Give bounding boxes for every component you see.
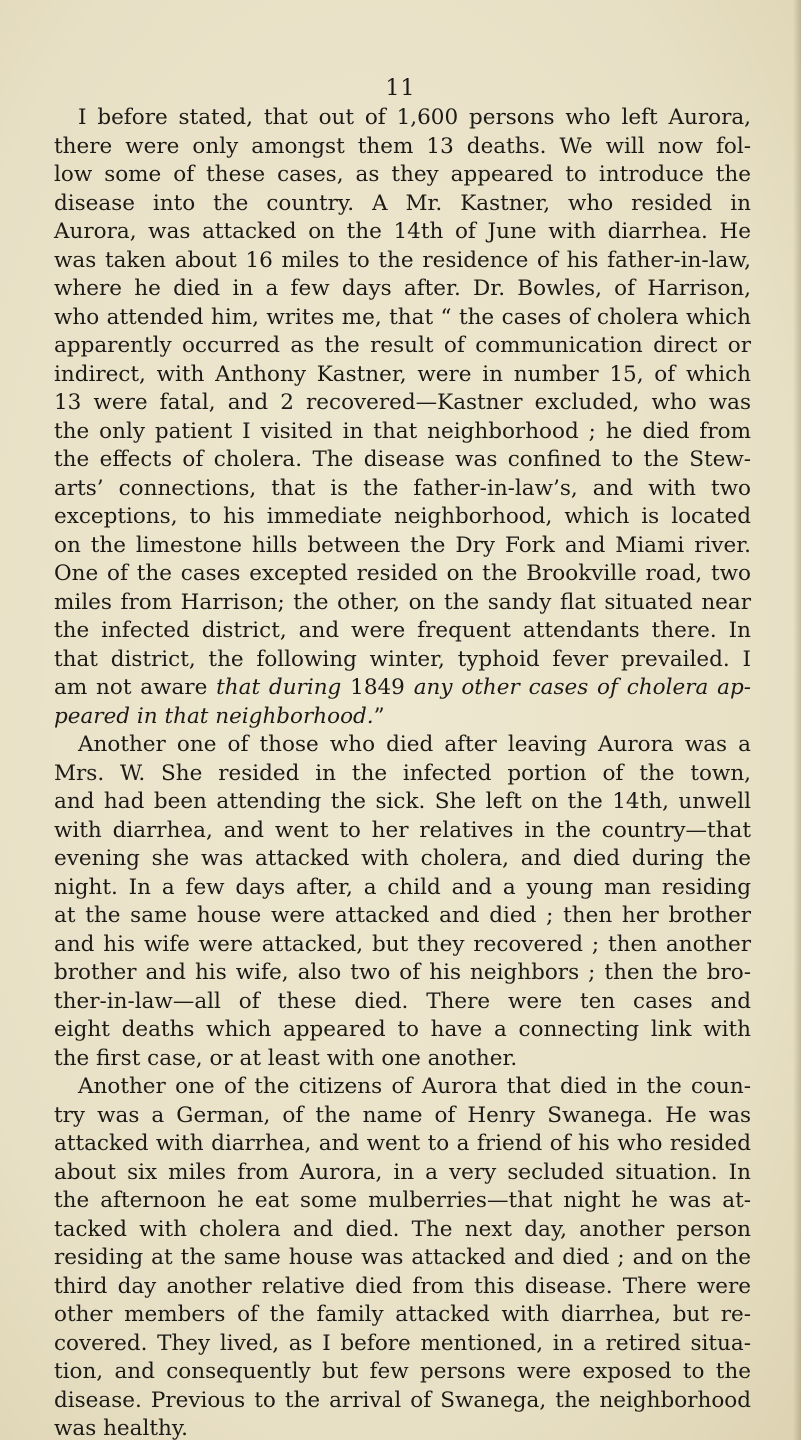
italic-segment: that during xyxy=(216,675,342,700)
text-line: covered. They lived, as I before mentioned, in a retired situa- xyxy=(54,1330,751,1356)
text-line: indirect, with Anthony Kastner, were in number 15, of which xyxy=(54,361,751,387)
text-line: tion, and consequently but few persons were exposed to the xyxy=(54,1359,751,1384)
text-line-mixed xyxy=(54,674,751,703)
text-segment: am not aware xyxy=(54,675,208,700)
body-text xyxy=(54,104,751,1440)
text-line: was healthy. xyxy=(54,1416,188,1440)
text-line: One of the cases excepted resided on the Brookville road, two xyxy=(54,561,751,586)
text-line: third day another relative died from this disease. There were xyxy=(54,1273,751,1299)
text-line: at the same house were attacked and died ; then her brother xyxy=(54,903,751,928)
text-line: and his wife were attacked, but they recovered ; then another xyxy=(54,931,751,957)
text-line: Aurora, was attacked on the 14th of June with diarrhea. He xyxy=(54,219,751,244)
text-line: there were only amongst them 13 deaths. We will now fol- xyxy=(54,133,751,159)
text-line: the first case, or at least with one another. xyxy=(54,1045,518,1071)
text-line: arts’ connections, that is the father-in-law’s, and with two xyxy=(54,475,751,501)
text-line: try was a German, of the name of Henry Swanega. He was xyxy=(54,1102,751,1128)
text-line: exceptions, to his immediate neighborhood, which is located xyxy=(54,504,751,529)
text-line: was taken about 16 miles to the residence of his father-in-law, xyxy=(54,247,751,273)
text-line: Another one of those who died after leaving Aurora was a xyxy=(78,732,751,757)
text-line: 13 were fatal, and 2 recovered—Kastner excluded, who was xyxy=(54,390,751,415)
closing-quote: ” xyxy=(373,703,385,729)
text-line: the infected district, and were frequent attendants there. In xyxy=(54,618,751,643)
text-segment: 1849 xyxy=(350,675,405,700)
text-line: miles from Harrison; the other, on the sandy flat situated near xyxy=(54,589,751,615)
text-line: with diarrhea, and went to her relatives in the country—that xyxy=(54,817,751,843)
text-line: and had been attending the sick. She left on the 14th, unwell xyxy=(54,789,751,814)
text-line: Mrs. W. She resided in the infected portion of the town, xyxy=(54,760,751,786)
text-line: ther-in-law—all of these died. There were ten cases and xyxy=(54,988,751,1014)
text-line: about six miles from Aurora, in a very secluded situation. In xyxy=(54,1159,751,1185)
text-line: attacked with diarrhea, and went to a friend of his who resided xyxy=(54,1131,751,1156)
text-line: night. In a few days after, a child and a young man residing xyxy=(54,874,751,900)
text-line: where he died in a few days after. Dr. Bowles, of Harrison, xyxy=(54,276,751,301)
text-line: disease into the country. A Mr. Kastner, who resided in xyxy=(54,190,751,216)
text-line: eight deaths which appeared to have a connecting link with xyxy=(54,1017,751,1042)
text-line: other members of the family attacked with diarrhea, but re- xyxy=(54,1302,751,1327)
text-line: the effects of cholera. The disease was confined to the Stew- xyxy=(54,447,751,472)
text-line: evening she was attacked with cholera, and died during the xyxy=(54,846,751,871)
text-line-mixed xyxy=(54,703,751,732)
italic-segment: any other cases of cholera ap- xyxy=(413,675,751,700)
text-line: tacked with cholera and died. The next day, another person xyxy=(54,1216,751,1242)
text-line: residing at the same house was attacked and died ; and on the xyxy=(54,1245,751,1270)
text-line: on the limestone hills between the Dry Fork and Miami river. xyxy=(54,532,751,558)
text-line: the only patient I visited in that neighborhood ; he died from xyxy=(54,418,751,444)
page-edge-shadow xyxy=(793,0,801,1440)
italic-segment: peared in that neighborhood. xyxy=(54,703,374,729)
text-line: disease. Previous to the arrival of Swanega, the neighborhood xyxy=(54,1387,751,1413)
text-line: the afternoon he eat some mulberries—that night he was at- xyxy=(54,1188,751,1213)
text-line: apparently occurred as the result of communication direct or xyxy=(54,333,751,358)
text-line: who attended him, writes me, that “ the cases of cholera which xyxy=(54,304,751,330)
text-line: that district, the following winter, typhoid fever prevailed. I xyxy=(54,646,751,672)
text-line: low some of these cases, as they appeared to introduce the xyxy=(54,162,751,187)
page-number: 11 xyxy=(385,76,416,101)
text-line: I before stated, that out of 1,600 persons who left Aurora, xyxy=(78,105,751,130)
text-line: Another one of the citizens of Aurora that died in the coun- xyxy=(78,1074,751,1099)
text-line: brother and his wife, also two of his neighbors ; then the bro- xyxy=(54,960,751,985)
